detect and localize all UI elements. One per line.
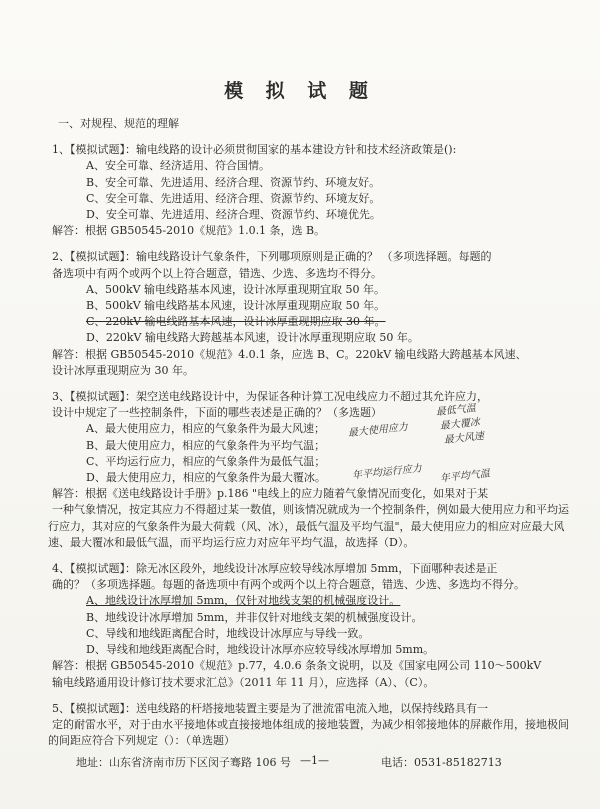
answer-text-cont: 输电线路通用设计修订技术要求汇总》（2011 年 11 月），应选择（A）、（C）。 (52, 675, 435, 689)
answer-text-cont: 设计冰厚重现期应为 30 年。 (52, 363, 194, 377)
question-stem: 1、【模拟试题】：输电线路的设计必须贯彻国家的基本建设方针和技术经济政策是(): (52, 143, 457, 157)
document-body (48, 116, 578, 749)
question-stem-cont: 确的？（多项选择题。每题的备选项中有两个或两个以上符合题意，错选、少选、多选均不得分。 (52, 578, 525, 592)
answer-text: 解答：根据《送电线路设计手册》p.186 "电线上的应力随着气象情况而变化，如果对于某 (52, 487, 489, 501)
question-stem: 3、【模拟试题】：架空送电线路设计中，为保证各种计算工况电线应力不超过其允许应力， (52, 390, 488, 404)
option-b: B、安全可靠、先进适用、经济合理、资源节约、环境友好。 (86, 175, 381, 189)
handwritten-note: 最低气温 (435, 402, 477, 419)
question-4 (48, 561, 578, 691)
answer-text: 解答：根据 GB50545-2010《规范》p.77，4.0.6 条条文说明，以及《国家电网公司 110～500kV (52, 659, 542, 673)
footer-address: 地址：山东省济南市历下区闵子骞路 106 号 (76, 756, 291, 769)
answer-text: 解答：根据 GB50545-2010《规范》1.0.1 条，选 B。 (52, 224, 326, 238)
page-title: 模 拟 试 题 (224, 80, 376, 102)
section-heading: 一、对规程、规范的理解 (58, 117, 179, 130)
option-c: C、平均运行应力，相应的气象条件为最低气温； (86, 454, 326, 468)
question-stem: 4、【模拟试题】：除无冰区段外，地线设计冰厚应较导线冰厚增加 5mm，下面哪种表述是正 (52, 562, 498, 576)
answer-text-cont: 一种气象情况，按定其应力不得超过某一数值，则该情况就成为一个控制条件，例如最大使用应力和平均运行应力，其对应的气象条件为最大荷载（风、冰），最低气温及平均气温"，最大使用应力的相应对应最大风速、最大覆冰和最低气温，而平均运行应力对应年平均气温，故选择（D）。 (48, 503, 569, 549)
handwritten-note: 年平均运行应力 (351, 463, 423, 482)
question-1 (48, 142, 578, 239)
page-number: —1— (300, 754, 329, 767)
handwritten-note: 年平均气温 (439, 468, 491, 485)
option-a: A、安全可靠、经济适用、符合国情。 (86, 159, 270, 173)
option-c: C、安全可靠、先进适用、经济合理、资源节约、环境友好。 (86, 191, 381, 205)
question-stem-cont: 定的耐雷水平，对于由水平接地体或直接接地体组成的接地装置，为减少相邻接地体的屏蔽作用，接地极间的间距应符合下列规定（）：（单选题） (48, 717, 569, 748)
option-d: D、220kV 输电线路大跨越基本风速，设计冰厚重现期应取 50 年。 (86, 331, 419, 345)
handwritten-note: 最大覆冰 (439, 416, 481, 433)
option-b: B、最大使用应力，相应的气象条件为平均气温； (86, 438, 326, 452)
option-a: A、地线设计冰厚增加 5mm，仅针对地线支架的机械强度设计。 (86, 594, 401, 608)
question-stem: 2、【模拟试题】：输电线路设计气象条件，下列哪项原则是正确的？ （多项选择题。每题的 (52, 250, 492, 264)
question-stem: 5、【模拟试题】：送电线路的杆塔接地装置主要是为了泄流雷电流入地，以保持线路具有一 (52, 701, 488, 715)
answer-text: 解答：根据 GB50545-2010《规范》4.0.1 条，应选 B、C。220kV 输电线路大跨越基本风速、 (52, 347, 527, 361)
handwritten-note: 最大风速 (443, 430, 485, 447)
option-d: D、最大使用应力，相应的气象条件为最大覆冰。 (86, 471, 326, 485)
option-a: A、500kV 输电线路基本风速，设计冰厚重现期宜取 50 年。 (86, 282, 386, 296)
option-d: D、安全可靠、先进适用、经济合理、资源节约、环境优先。 (86, 208, 381, 222)
option-b: B、500kV 输电线路基本风速，设计冰厚重现期应取 50 年。 (86, 299, 386, 313)
question-3 (48, 389, 578, 551)
question-2 (48, 249, 578, 379)
footer-phone: 电话：0531-85182713 (381, 756, 502, 769)
option-d: D、导线和地线距离配合时，地线设计冰厚亦应较导线冰厚增加 5mm。 (86, 643, 435, 657)
option-c: C、导线和地线距离配合时，地线设计冰厚应与导线一致。 (86, 626, 370, 640)
option-c: C、220kV 输电线路基本风速，设计冰厚重现期应取 30 年。 (86, 315, 386, 329)
question-stem-cont: 备选项中有两个或两个以上符合题意，错选、少选、多选均不得分。 (52, 266, 382, 280)
question-stem-cont: 设计中规定了一些控制条件，下面的哪些表述是正确的？（多选题） (52, 406, 382, 420)
handwritten-note: 最大使用应力 (347, 421, 409, 440)
question-5 (48, 701, 578, 750)
option-b: B、地线设计冰厚增加 5mm，并非仅针对地线支架的机械强度设计。 (86, 610, 423, 624)
option-a: A、最大使用应力，相应的气象条件为最大风速； (86, 422, 325, 436)
